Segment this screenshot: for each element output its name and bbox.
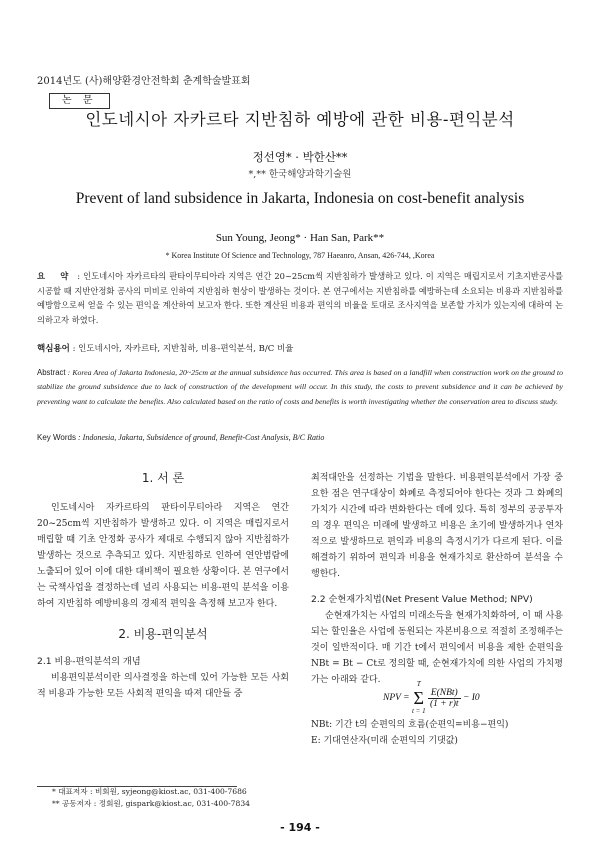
keywords-korean-text: : 인도네시아, 자카르타, 지반침하, 비용-편익분석, B/C 비율	[72, 344, 294, 354]
keywords-english-text: : Indonesia, Jakarta, Subsidence of ground, Benefit-Cost Analysis, B/C Ratio	[77, 433, 325, 442]
sum-upper-limit: T	[416, 680, 421, 688]
keywords-korean	[37, 342, 293, 354]
keywords-korean-label: 핵심용어	[37, 344, 70, 354]
formula-denominator: (1 + r)t	[429, 698, 459, 709]
formula-numerator: E(NBt)	[428, 688, 461, 699]
conference-header: 2014년도 (사)해양환경안전학회 춘계학술발표회	[37, 76, 251, 87]
footnotes	[52, 786, 250, 810]
footnote-1: * 대표저자 : 비회원, syjeong@kiost.ac, 031-400-7686	[52, 787, 247, 796]
subsection-2-1-body: 비용편익분석이란 의사결정을 하는데 있어 가능한 모든 사회적 비용과 가능한 모든 사회적 편익을 따져 대안들 중	[37, 673, 289, 699]
title-english: Prevent of land subsidence in Jakarta, Indonesia on cost-benefit analysis	[75, 190, 525, 207]
abstract-korean-label: 요 약	[37, 271, 75, 281]
npv-formula	[383, 680, 480, 716]
sigma-icon: Σ	[413, 688, 425, 708]
keywords-english-label: Key Words	[37, 433, 76, 442]
formula-lhs: NPV =	[383, 693, 410, 704]
summation-symbol	[412, 680, 426, 716]
subsection-2-1-heading: 2.1 비용-편익분석의 개념	[37, 656, 141, 667]
abstract-korean	[37, 269, 563, 327]
subsection-2-2-heading: 2.2 순현재가치법(Net Present Value Method; NPV)	[311, 594, 533, 605]
section2-heading: 2. 비용-편익분석	[118, 627, 208, 641]
abstract-english	[37, 366, 563, 409]
authors-english: Sun Young, Jeong* · Han San, Park**	[215, 232, 385, 244]
section2-continued-body: 최적대안을 선정하는 기법을 말한다. 비용편익분석에서 가장 중요한 점은 연구대상이 화폐로 측정되어야 한다는 것과 그 화폐의 가치가 시간에 따라 변화한다는 데에 있다. 특히 정부의 공공투자의 경우 편익은 미래에 발생하고 비용은 초기에 발생하거나 연차적으로 발생하므로 편익과 비용의 측정시기가 다르게 된다. 이를 해결하기 위하여 편익과 비용을 현재가치로 환산하여 분석을 수행한다.	[311, 473, 563, 579]
sum-lower-limit: t = 1	[411, 707, 426, 715]
abstract-english-text: : Korea Area of Jakarta Indonesia, 20~25cm at the annual subsidence has occurred. This area is based on a landfill when construction work on the ground to stabilize the ground subsidence due to lack of construction of the development will occur. In this study, the costs to prevent subsidence and it can be achieved by preventing want to calculate the benefits. Also calculated based on the ratio of costs and benefits is worth investigating whether the conservation area to discuss study.	[37, 368, 563, 406]
section1-heading: 1. 서 론	[141, 471, 185, 485]
page-number: - 194 -	[280, 821, 320, 834]
left-column	[37, 470, 289, 702]
abstract-korean-text: : 인도네시아 자카르타의 판타이무티아라 지역은 연간 20~25cm씩 지반침하가 발생하고 있다. 이 지역은 매립지로서 기초지반공사를 시공할 때 지반안정화 공사의 미비로 인하여 지반침하 현상이 발생하는 것이다. 본 연구에서는 지반침하를 예방하는데 소요되는 비용과 지반침하를 예방함으로써 얻을 수 있는 편익을 계산하여 보고자 한다. 또한 계산된 비용과 편익의 비율을 토대로 조사지역을 보존할 가치가 있는지에 대하여 논의하고자 하였다.	[37, 271, 563, 325]
keywords-english	[37, 433, 324, 442]
affiliation-english: * Korea Institute Of Science and Technology, 787 Haeanro, Ansan, 426-744, ,Korea	[165, 251, 435, 260]
formula-fraction	[428, 688, 461, 709]
abstract-english-label: Abstract	[37, 368, 66, 377]
formula-note-e: E: 기대연산자(미래 순편익의 기댓값)	[311, 736, 458, 746]
right-column	[311, 470, 563, 688]
formula-notes	[311, 717, 563, 749]
formula-note-nb: NBt: 기간 t의 순편익의 흐름(순편익=비용−편익)	[311, 720, 509, 730]
section1-body: 인도네시아 자카르타의 판타이무티아라 지역은 연간 20~25cm씩 지반침하가 발생하고 있다. 이 지역은 매립지로서 매립할 때 기초 안정화 공사가 제대로 수행되지 않아 지반침하가 발생하는 것으로 추측되고 있다. 지반침하로 인하여 연안범람에 노출되어 있어 이에 대한 대비책이 필요한 상황이다. 본 연구에서는 국책사업을 결정하는데 널리 사용되는 비용-편익 분석을 이용하여 지반침하 예방비용의 경제적 편익을 측정해 보고자 한다.	[37, 503, 289, 609]
formula-tail: − I0	[462, 693, 480, 704]
footnote-2: ** 공동저자 : 정회원, gispark@kiost.ac, 031-400-7834	[52, 799, 250, 808]
authors-korean: 정선영* · 박한산**	[252, 150, 348, 164]
article-type-badge: 논 문	[49, 93, 110, 109]
subsection-2-2-body: 순현재가치는 사업의 미래소득을 현재가치화하여, 이 때 사용되는 할인율은 사업에 동원되는 자본비용으로 적절히 조정해주는 것이 일반적이다. 매 기간 t에서 편익에서 비용을 제한 순편익을 NBt = Bt − Ct로 정의할 때, 순현재가치에 의한 사업의 가치평가는 아래와 같다.	[311, 611, 563, 685]
title-korean: 인도네시아 자카르타 지반침하 예방에 관한 비용-편익분석	[85, 110, 515, 129]
affiliation-korean: *,** 한국해양과학기술원	[248, 169, 352, 180]
